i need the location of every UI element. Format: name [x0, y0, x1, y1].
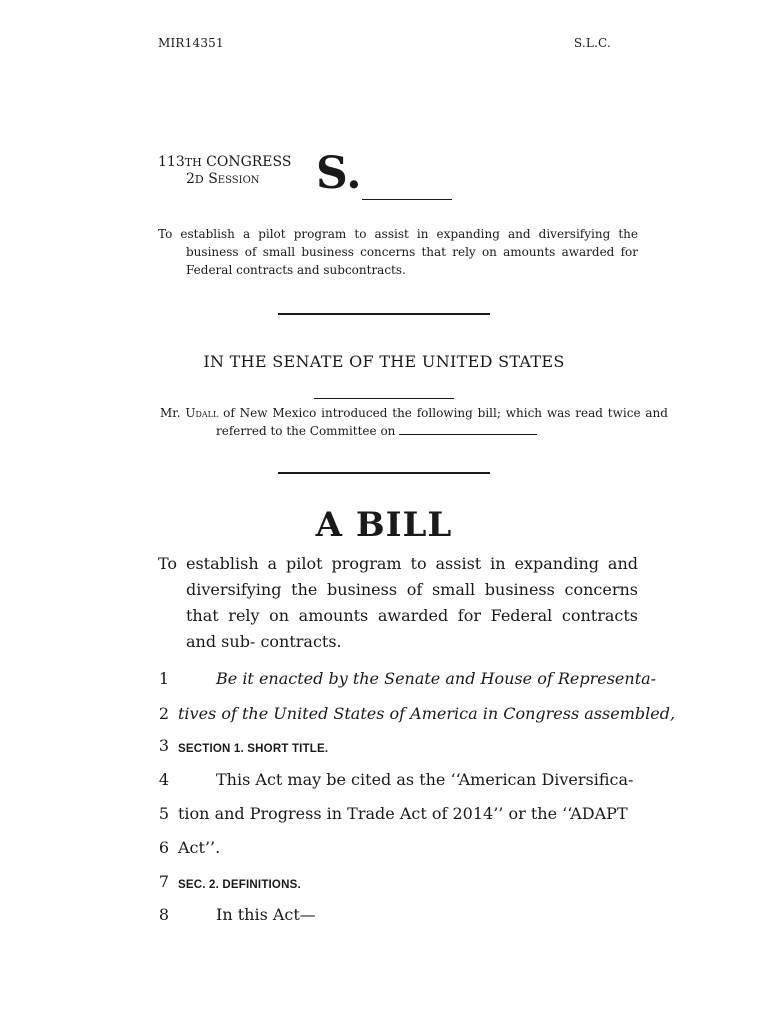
- bill-line-5: [150, 804, 628, 824]
- line-number: 2: [158, 704, 170, 723]
- line-number: 8: [158, 905, 170, 924]
- section-text: In this Act—: [216, 905, 316, 924]
- bill-line-7: [150, 872, 612, 895]
- bill-line-3: [150, 736, 612, 759]
- enacting-clause: Be it enacted by the Senate and House of Representa-: [216, 669, 657, 688]
- bill-line-1: [150, 669, 657, 689]
- section-text: This Act may be cited as the ‘‘American Diversifica-: [216, 770, 634, 789]
- bill-line-8: [150, 905, 612, 925]
- enacting-clause: tives of the United States of America in Congress assembled,: [178, 704, 676, 723]
- long-purpose: To establish a pilot program to assist in expanding and diversifying the business of small business concerns that rely on amounts awarded for Federal contracts and sub- contracts.: [158, 554, 638, 651]
- document-id: MIR14351: [158, 36, 224, 50]
- congress-label: 113TH CONGRESS: [158, 154, 292, 170]
- chamber-heading: IN THE SENATE OF THE UNITED STATES: [203, 352, 565, 371]
- line-number: 4: [158, 770, 170, 789]
- introduction-statement: Mr. Udall of New Mexico introduced the following bill; which was read twice and referred to the Committee on: [160, 406, 668, 438]
- congress-session-block: [158, 154, 291, 188]
- bill-number-blank: [362, 199, 452, 200]
- section-text: tion and Progress in Trade Act of 2014’’ or the ‘‘ADAPT: [178, 804, 628, 823]
- section-text: Act’’.: [178, 838, 221, 857]
- bill-line-2: [150, 704, 676, 724]
- short-purpose: To establish a pilot program to assist in expanding and diversifying the business of small business concerns that rely on amounts awarded for Federal contracts and subcontracts.: [158, 227, 638, 277]
- line-number: 6: [158, 838, 170, 857]
- divider-short-rule: [314, 398, 454, 399]
- committee-blank: [399, 424, 537, 435]
- session-label: 2D Session: [186, 171, 260, 187]
- slc-label: S.L.C.: [573, 36, 611, 50]
- section-heading: SECTION 1. SHORT TITLE.: [178, 743, 329, 755]
- line-number: 5: [158, 804, 170, 823]
- bill-line-6: [150, 838, 612, 858]
- sponsor-name: Udall: [185, 406, 219, 420]
- divider-rule-2: [278, 472, 490, 474]
- bill-line-4: [150, 770, 634, 790]
- line-number: 1: [158, 669, 170, 688]
- divider-rule: [278, 313, 490, 315]
- section-heading: SEC. 2. DEFINITIONS.: [178, 879, 301, 891]
- bill-heading: A BILL: [315, 505, 453, 545]
- line-number: 3: [158, 736, 170, 755]
- line-number: 7: [158, 872, 170, 891]
- bill-number-prefix: S.: [316, 148, 362, 199]
